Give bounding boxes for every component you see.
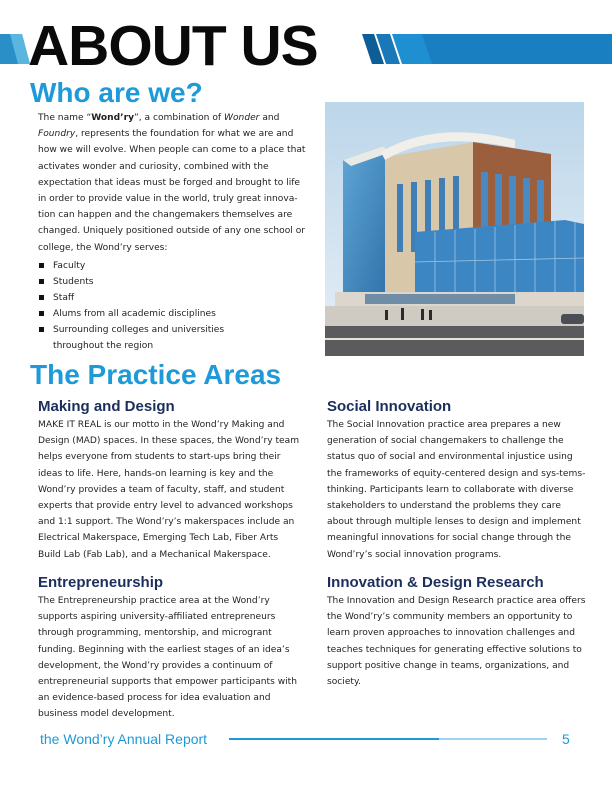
who-heading: Who are we? — [30, 77, 203, 108]
intro-text: The name “ — [38, 113, 92, 123]
intro-text: , represents the foundation for what we are and how we will evolve. When people can come to a place that activates wonder and curiosity, combined with the expectation that ideas must be forged and brought to life in order to provide value in the world, truly great innova-tion can happen and the changemakers themselves are changed. Uniquely positioned outside of any one school or college, the Wond’ry serves: — [38, 129, 306, 253]
bullet-square-icon — [39, 311, 44, 316]
innovation-research-heading: Innovation & Design Research — [327, 574, 544, 591]
bullet-square-icon — [39, 279, 44, 284]
list-item-label: Staff — [53, 293, 75, 303]
page-title: ABOUT US — [28, 14, 318, 78]
intro-text: ”, a combination of — [134, 113, 224, 123]
header-left-stripe — [0, 34, 30, 64]
making-design-text: MAKE IT REAL is our motto in the Wond’ry Making and Design (MAD) spaces. In these spaces, the Wond’ry team helps everyone from students to start-ups bring their ideas to life. Here, hands-on learning is key and the Wond’ry provides a team of faculty, staff, and student experts that provide entry level to advanced workshops and 1:1 support. The Wond’ry’s makerspaces include an Electrical Makerspace, Emerging Tech Lab, Fiber Arts Build Lab (Fab Lab), and a Mechanical Makerspace. — [38, 420, 300, 560]
list-item-label: Alums from all academic disciplines — [53, 309, 216, 319]
list-item — [38, 258, 310, 274]
list-item — [38, 322, 253, 354]
list-item — [38, 290, 310, 306]
building-illustration — [325, 102, 584, 356]
list-item-label: Faculty — [53, 261, 86, 271]
building-photo — [325, 102, 584, 356]
list-item-label: Students — [53, 277, 94, 287]
practice-heading: The Practice Areas — [30, 359, 282, 390]
footer-report-title: the Wond’ry Annual Report — [40, 731, 208, 747]
audience-list — [38, 258, 310, 354]
entrepreneurship-text: The Entrepreneurship practice area at the Wond’ry supports aspiring university-affiliated entrepreneurs through programming, mentorship, and microgrant funding. Beginning with the earliest stages of an idea’s development, the Wond’ry provides a continuum of entrepreneurial supports that empower participants with an evidence-based process for idea evaluation and business model development. — [38, 596, 297, 720]
intro-italic-foundry: Foundry — [38, 129, 76, 140]
list-item — [38, 274, 310, 290]
footer-divider — [229, 738, 547, 740]
making-design-heading: Making and Design — [38, 398, 175, 415]
entrepreneurship-heading: Entrepreneurship — [38, 574, 164, 591]
list-item — [38, 306, 310, 322]
intro-text: and — [259, 113, 280, 123]
list-item-label: Surrounding colleges and universities throughout the region — [53, 325, 225, 351]
intro-paragraph — [38, 110, 310, 256]
intro-italic-wonder: Wonder — [224, 113, 260, 123]
social-innovation-heading: Social Innovation — [327, 398, 452, 415]
innovation-research-text: The Innovation and Design Research practice area offers the Wond’ry’s community members an opportunity to learn proven approaches to innovation challenges and teaches techniques for generating effective solutions to support positive change in teams, organizations, and society. — [327, 596, 586, 688]
page-number: 5 — [562, 731, 570, 747]
header-right-stripe — [362, 34, 612, 64]
social-innovation-text: The Social Innovation practice area prepares a new generation of social changemakers to challenge the status quo of social and environmental injustice using the frameworks of equity-centered design and sys-tems-thinking. Participants learn to collaborate with diverse stakeholders to understand the problems they care about through multiple lenses to design and implement meaningful innovations for social change through the Wond’ry’s social innovation programs. — [327, 420, 586, 560]
intro-name-bold: Wond’ry — [91, 113, 135, 123]
bullet-square-icon — [39, 327, 44, 332]
bullet-square-icon — [39, 295, 44, 300]
bullet-square-icon — [39, 263, 44, 268]
